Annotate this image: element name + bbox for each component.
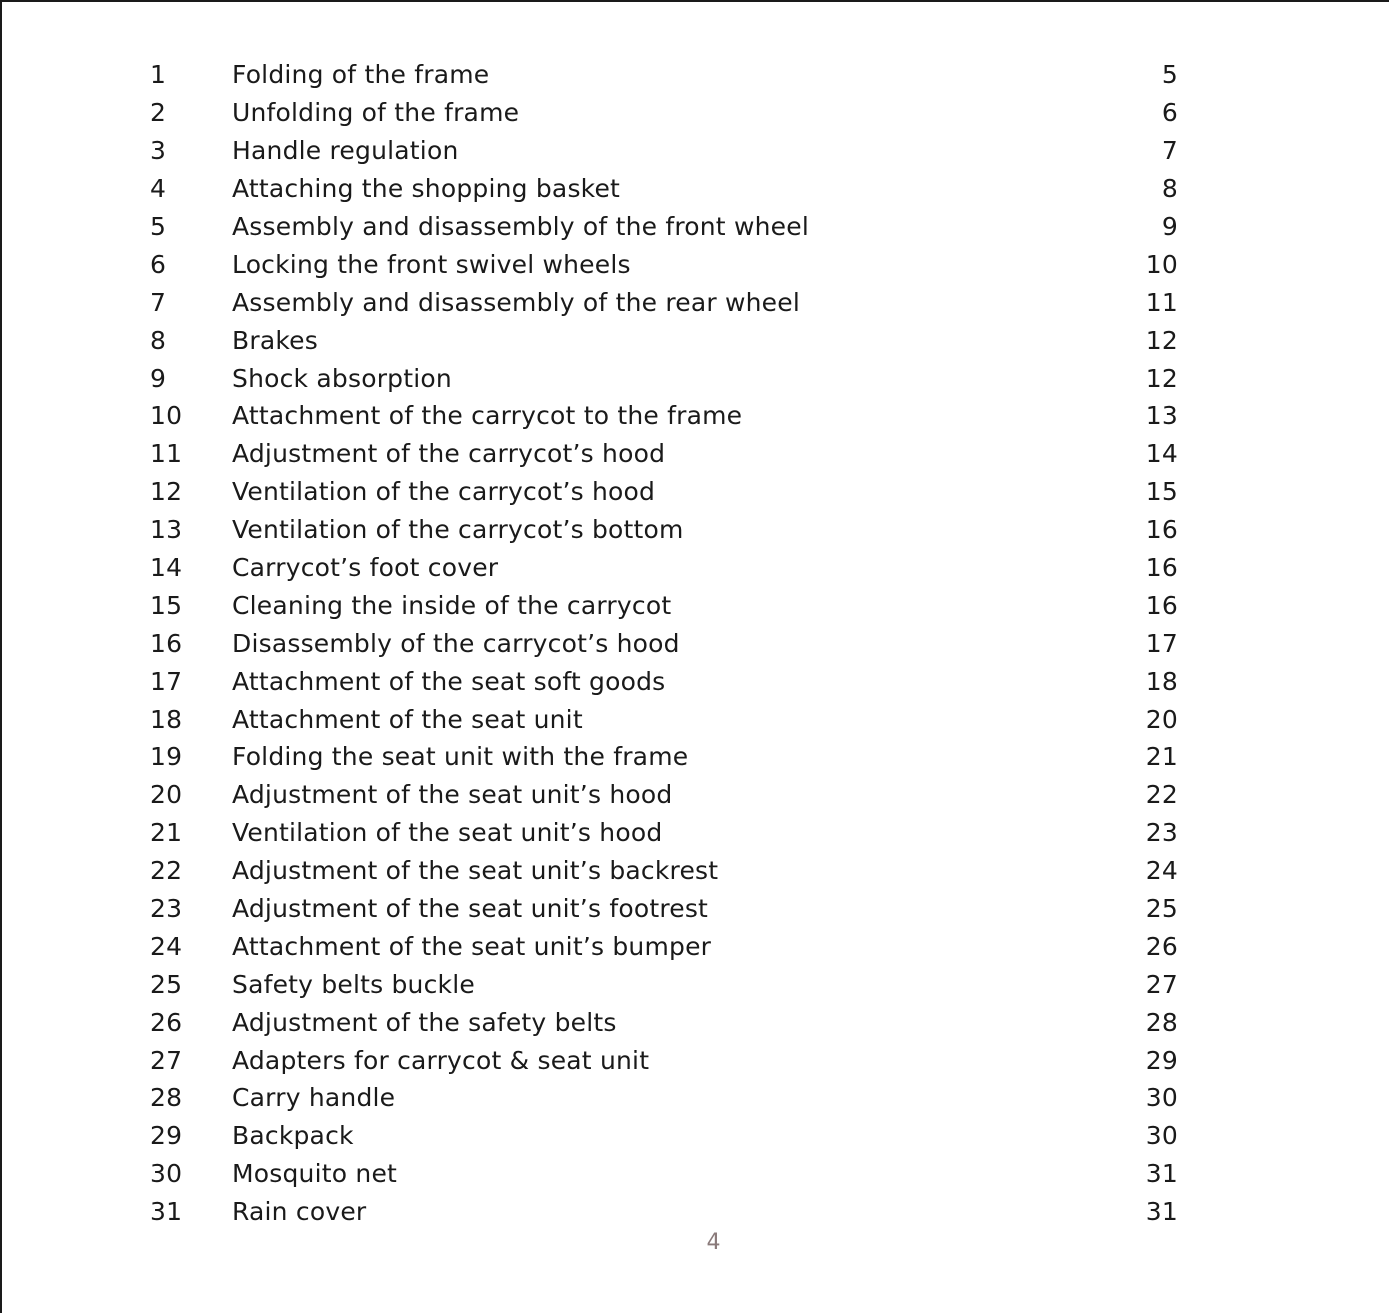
toc-entry-title: Handle regulation bbox=[232, 136, 459, 166]
toc-entry-page: 22 bbox=[1145, 780, 1178, 810]
toc-entry-page: 20 bbox=[1145, 704, 1178, 734]
toc-entry-11[interactable] bbox=[150, 435, 1178, 473]
toc-entry-28[interactable] bbox=[150, 1079, 1178, 1117]
toc-entry-page: 26 bbox=[1145, 931, 1178, 961]
toc-entry-17[interactable] bbox=[150, 662, 1178, 700]
toc-entry-title: Adjustment of the seat unit’s hood bbox=[232, 780, 673, 810]
toc-entry-title: Attachment of the seat unit bbox=[232, 704, 583, 734]
toc-entry-page: 31 bbox=[1145, 1159, 1178, 1189]
toc-entry-page: 15 bbox=[1145, 477, 1178, 507]
toc-entry-page: 8 bbox=[1161, 174, 1178, 204]
toc-entry-number: 17 bbox=[150, 666, 183, 696]
toc-entry-number: 31 bbox=[150, 1197, 183, 1227]
toc-entry-page: 18 bbox=[1145, 666, 1178, 696]
toc-entry-number: 14 bbox=[150, 553, 183, 583]
toc-entry-page: 12 bbox=[1145, 325, 1178, 355]
toc-entry-number: 15 bbox=[150, 590, 183, 620]
toc-entry-title: Safety belts buckle bbox=[232, 969, 475, 999]
toc-entry-title: Backpack bbox=[232, 1121, 354, 1151]
toc-entry-22[interactable] bbox=[150, 852, 1178, 890]
toc-entry-title: Assembly and disassembly of the front wheel bbox=[232, 212, 809, 241]
toc-entry-number: 12 bbox=[150, 477, 183, 507]
toc-entry-page: 24 bbox=[1145, 856, 1178, 886]
toc-entry-page: 31 bbox=[1145, 1197, 1178, 1227]
toc-entry-26[interactable] bbox=[150, 1003, 1178, 1041]
toc-entry-23[interactable] bbox=[150, 890, 1178, 928]
toc-entry-4[interactable] bbox=[150, 170, 1178, 208]
toc-entry-20[interactable] bbox=[150, 776, 1178, 814]
toc-entry-title: Ventilation of the seat unit’s hood bbox=[232, 818, 663, 848]
toc-entry-title: Adapters for carrycot & seat unit bbox=[232, 1045, 650, 1075]
toc-entry-title: Disassembly of the carrycot’s hood bbox=[232, 628, 680, 658]
toc-entry-12[interactable] bbox=[150, 473, 1178, 511]
toc-entry-7[interactable] bbox=[150, 283, 1178, 321]
toc-entry-number: 8 bbox=[150, 325, 167, 355]
toc-entry-number: 28 bbox=[150, 1083, 183, 1113]
toc-entry-title: Brakes bbox=[232, 325, 318, 355]
toc-entry-18[interactable] bbox=[150, 700, 1178, 738]
toc-entry-title: Attachment of the seat soft goods bbox=[232, 666, 666, 696]
toc-entry-title: Carrycot’s foot cover bbox=[232, 553, 499, 583]
toc-entry-31[interactable] bbox=[150, 1193, 1178, 1231]
table-of-contents bbox=[150, 56, 1178, 1231]
toc-entry-page: 5 bbox=[1161, 60, 1178, 90]
toc-entry-number: 18 bbox=[150, 704, 183, 734]
toc-entry-1[interactable] bbox=[150, 56, 1178, 94]
toc-entry-page: 10 bbox=[1145, 249, 1178, 279]
toc-entry-19[interactable] bbox=[150, 738, 1178, 776]
toc-entry-title: Shock absorption bbox=[232, 363, 452, 393]
toc-entry-27[interactable] bbox=[150, 1041, 1178, 1079]
toc-entry-title: Carry handle bbox=[232, 1083, 396, 1113]
toc-entry-title: Locking the front swivel wheels bbox=[232, 249, 631, 279]
page-number: 4 bbox=[706, 1230, 721, 1255]
toc-entry-page: 25 bbox=[1145, 894, 1178, 924]
toc-entry-page: 27 bbox=[1145, 969, 1178, 999]
toc-entry-page: 29 bbox=[1145, 1045, 1178, 1075]
toc-entry-title: Rain cover bbox=[232, 1197, 367, 1227]
toc-entry-page: 30 bbox=[1145, 1083, 1178, 1113]
toc-entry-number: 25 bbox=[150, 969, 183, 999]
toc-entry-30[interactable] bbox=[150, 1155, 1178, 1193]
toc-entry-21[interactable] bbox=[150, 814, 1178, 852]
toc-entry-6[interactable] bbox=[150, 245, 1178, 283]
toc-entry-page: 16 bbox=[1145, 515, 1178, 545]
toc-entry-page: 13 bbox=[1145, 401, 1178, 431]
toc-entry-14[interactable] bbox=[150, 549, 1178, 587]
toc-entry-title: Cleaning the inside of the carrycot bbox=[232, 590, 672, 620]
toc-entry-number: 23 bbox=[150, 894, 183, 924]
toc-entry-title: Unfolding of the frame bbox=[232, 98, 520, 128]
toc-entry-page: 28 bbox=[1145, 1007, 1178, 1037]
toc-entry-number: 4 bbox=[150, 174, 167, 204]
toc-entry-page: 7 bbox=[1161, 136, 1178, 166]
toc-entry-number: 16 bbox=[150, 628, 183, 658]
toc-entry-title: Attaching the shopping basket bbox=[232, 174, 621, 204]
toc-entry-page: 9 bbox=[1161, 212, 1178, 241]
toc-entry-number: 13 bbox=[150, 515, 183, 545]
toc-entry-page: 16 bbox=[1145, 553, 1178, 583]
toc-entry-number: 30 bbox=[150, 1159, 183, 1189]
toc-entry-title: Ventilation of the carrycot’s hood bbox=[232, 477, 656, 507]
toc-entry-number: 26 bbox=[150, 1007, 183, 1037]
toc-entry-8[interactable] bbox=[150, 321, 1178, 359]
toc-entry-number: 5 bbox=[150, 212, 167, 241]
toc-entry-number: 7 bbox=[150, 287, 167, 317]
toc-entry-page: 17 bbox=[1145, 628, 1178, 658]
toc-entry-page: 6 bbox=[1161, 98, 1178, 128]
toc-entry-title: Adjustment of the seat unit’s backrest bbox=[232, 856, 719, 886]
toc-entry-number: 22 bbox=[150, 856, 183, 886]
toc-entry-title: Attachment of the seat unit’s bumper bbox=[232, 931, 712, 961]
toc-entry-title: Ventilation of the carrycot’s bottom bbox=[232, 515, 684, 545]
toc-entry-page: 11 bbox=[1145, 287, 1178, 317]
toc-entry-page: 30 bbox=[1145, 1121, 1178, 1151]
toc-entry-title: Adjustment of the seat unit’s footrest bbox=[232, 894, 709, 924]
toc-entry-9[interactable] bbox=[150, 359, 1178, 397]
toc-entry-number: 21 bbox=[150, 818, 183, 848]
toc-entry-page: 21 bbox=[1145, 742, 1178, 772]
toc-entry-number: 3 bbox=[150, 136, 167, 166]
toc-entry-number: 29 bbox=[150, 1121, 183, 1151]
toc-entry-page: 16 bbox=[1145, 590, 1178, 620]
toc-entry-title: Folding the seat unit with the frame bbox=[232, 742, 689, 772]
toc-entry-page: 14 bbox=[1145, 439, 1178, 469]
toc-entry-page: 12 bbox=[1145, 363, 1178, 393]
toc-entry-number: 6 bbox=[150, 249, 167, 279]
toc-entry-number: 24 bbox=[150, 931, 183, 961]
toc-entry-29[interactable] bbox=[150, 1117, 1178, 1155]
toc-entry-number: 19 bbox=[150, 742, 183, 772]
toc-entry-10[interactable] bbox=[150, 397, 1178, 435]
toc-entry-title: Adjustment of the safety belts bbox=[232, 1007, 617, 1037]
toc-entry-25[interactable] bbox=[150, 965, 1178, 1003]
toc-entry-page: 23 bbox=[1145, 818, 1178, 848]
toc-entry-title: Adjustment of the carrycot’s hood bbox=[232, 439, 666, 469]
toc-entry-title: Attachment of the carrycot to the frame bbox=[232, 401, 743, 431]
toc-entry-title: Mosquito net bbox=[232, 1159, 398, 1189]
toc-entry-5[interactable] bbox=[150, 208, 1178, 246]
toc-entry-3[interactable] bbox=[150, 132, 1178, 170]
toc-entry-title: Assembly and disassembly of the rear wheel bbox=[232, 287, 800, 317]
toc-entry-number: 9 bbox=[150, 363, 167, 393]
toc-entry-number: 20 bbox=[150, 780, 183, 810]
toc-entry-16[interactable] bbox=[150, 624, 1178, 662]
toc-entry-13[interactable] bbox=[150, 511, 1178, 549]
toc-entry-title: Folding of the frame bbox=[232, 60, 490, 90]
toc-entry-number: 2 bbox=[150, 98, 167, 128]
toc-entry-number: 11 bbox=[150, 439, 183, 469]
toc-entry-15[interactable] bbox=[150, 586, 1178, 624]
toc-entry-number: 27 bbox=[150, 1045, 183, 1075]
toc-entry-2[interactable] bbox=[150, 94, 1178, 132]
toc-entry-number: 1 bbox=[150, 60, 167, 90]
toc-entry-number: 10 bbox=[150, 401, 183, 431]
toc-entry-24[interactable] bbox=[150, 927, 1178, 965]
